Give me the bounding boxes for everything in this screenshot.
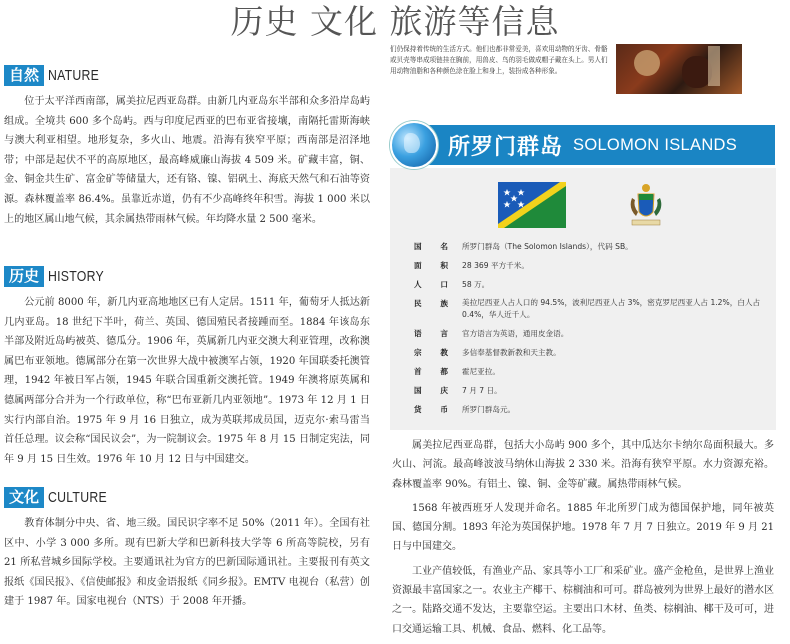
globe-icon — [390, 121, 438, 169]
page-title: 历史 文化 旅游等信息 — [230, 2, 560, 41]
culture-heading — [4, 486, 370, 508]
country-description — [392, 436, 774, 644]
tribal-photo — [616, 44, 742, 94]
culture-text: 教育体制分中央、省、地三级。国民识字率不足 50%（2011 年）。全国有社区中、小学 3 000 多所。现有巴新大学和巴新科技大学等 6 所高等院校，另有 21 所私营城乡国际学校。主要通讯社为官方的巴新国际通讯社。主要报刊有英文报纸《国民报》、《信使邮报》和皮金语报纸《同乡报》。EMTV 电视台（私营）创建于 1987 年。国家电视台（NTS）于 2008 年开播。 — [4, 518, 370, 608]
coat-of-arms-icon — [626, 182, 666, 228]
national-flag — [498, 182, 566, 228]
country-paragraph: 属美拉尼西亚岛群，包括大小岛屿 900 多个，其中瓜达尔卡纳尔岛面积最大。多火山、河流。最高峰波波马纳休山海拔 2 330 米。沿海有狭窄平原。水力资源充裕。森林覆盖率 90%。有铝土、镍、铜、金等矿藏。属热带雨林气候。 — [392, 440, 774, 490]
nature-text: 位于太平洋西南部，属美拉尼西亚岛群。由新几内亚岛东半部和众多沿岸岛屿组成。全境共 600 多个岛屿。西与印度尼西亚的巴布亚省接壤，南隔托雷斯海峡与澳大利亚相望。地形复杂，多火山、地震。沿海有狭窄平原；西南部是沼泽地带；中部是起伏不平的高原地区，最高峰威廉山海拔 4 509 米。矿藏丰富，铜、金、铜金共生矿、富金矿等储量大，还有铬、镍、铝矾土、海底天然气和石油等资源。森林覆盖率 86.4%。虽靠近赤道，仍有不少高峰终年积雪。海拔 1 000 米以上的地区属山地气候，其余属热带雨林气候。年均降水量 2 500 毫米。 — [4, 96, 370, 225]
info-row-national-day: 国 庆 7 月 7 日。 — [414, 386, 502, 395]
info-row-currency: 货 币 所罗门群岛元。 — [414, 405, 516, 414]
history-tag: 历史 — [4, 266, 44, 287]
info-row-area: 面 积 28 369 平方千米。 — [414, 261, 529, 270]
country-paragraph: 工业产值较低，有渔业产品、家具等小工厂和采矿业。盛产金枪鱼，是世界上渔业资源最丰富国家之一。农业主产椰干、棕榈油和可可。群岛被列为世界上最好的潜水区之一。陆路交通不发达，主要靠空运。主要出口木材、鱼类、棕榈油、椰干及可可，进口交通运输工具、机械、食品、燃料、化工品等。 — [392, 565, 774, 635]
culture-en-label: CULTURE — [48, 488, 107, 506]
info-row-capital: 首 都 霍尼亚拉。 — [414, 367, 500, 376]
country-title-bar — [428, 125, 775, 165]
country-paragraph: 1568 年被西班牙人发现并命名。1885 年北所罗门成为德国保护地，同年被英国、德国分割。1893 年沦为英国保护地。1978 年 7 月 7 日独立。2019 年 9 月 21 日与中国建交。 — [392, 502, 774, 553]
country-name-en: SOLOMON ISLANDS — [573, 135, 738, 154]
country-info-table — [404, 240, 764, 422]
photo-caption: 们仍保持着传统的生活方式。他们也都非常爱美，喜欢用动物的牙齿、骨骼或贝壳等串成项链挂在胸前，用兽皮、鸟的羽毛做成帽子戴在头上。男人们用动物油脂和各种颜色涂在脸上和身上，装扮成各种形象。 — [390, 45, 608, 75]
country-heading-band — [390, 122, 775, 168]
info-row-name: 国 名 所罗门群岛（The Solomon Islands），代码 SB。 — [414, 242, 633, 251]
country-info-box — [390, 168, 776, 430]
history-section — [4, 265, 370, 469]
info-row-population: 人 口 58 万。 — [414, 280, 490, 289]
nature-en-label: NATURE — [48, 66, 100, 84]
info-row-ethnicity: 民 族 美拉尼西亚人占人口的 94.5%，波利尼西亚人占 3%，密克罗尼西亚人占 1.2%，白人占 0.4%，华人近千人。 — [414, 298, 761, 319]
history-text: 公元前 8000 年，新几内亚高地地区已有人定居。1511 年，葡萄牙人抵达新几内亚岛。18 世纪下半叶，荷兰、英国、德国殖民者接踵而至。1884 年该岛东半部及附近岛屿被英、德瓜分。1906 年，英属新几内亚交澳大利亚管理，改称澳属巴布亚领地。德属部分在第一次世界大战中被澳军占领，1920 年国联委托澳管理，1942 年被日军占领，1945 年联合国重新交澳托管。1949 年澳将原英属和德属两部分合并为一个行政单位，称“巴布亚新几内亚领地”。1973 年 12 月 1 日实行内部自治。1975 年 9 月 16 日独立，成为英联邦成员国，迈克尔·索马雷当首任总理。议会称“国民议会”，为一院制议会。1975 年 8 月 15 日制定宪法，同年 9 月 15 日生效。1976 年 10 月 12 日与中国建交。 — [4, 297, 370, 465]
info-row-language: 语 言 官方语言为英语，通用皮金语。 — [414, 329, 569, 338]
nature-section — [4, 64, 370, 229]
culture-tag: 文化 — [4, 487, 44, 508]
culture-section — [4, 486, 370, 612]
nature-tag: 自然 — [4, 65, 44, 86]
history-en-label: HISTORY — [48, 267, 104, 285]
country-name-zh: 所罗门群岛 — [448, 134, 564, 160]
history-heading — [4, 265, 370, 287]
info-row-religion: 宗 教 多信奉基督教新教和天主教。 — [414, 348, 561, 357]
nature-heading — [4, 64, 370, 86]
